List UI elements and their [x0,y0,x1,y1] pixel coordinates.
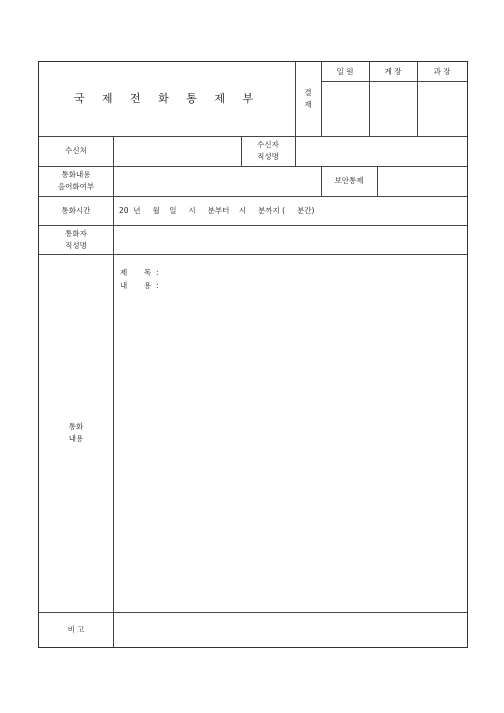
content-field[interactable] [113,254,467,612]
grid-line [241,136,242,166]
grid-line [321,166,322,196]
recording-label-1: 통화내용 [61,170,91,179]
grid-line [39,166,467,167]
caller-label-1: 통화자 [65,228,87,238]
approval-sign-chief[interactable] [369,81,417,136]
approval-header-director: 과 장 [433,66,451,76]
remarks-label: 비 고 [67,624,85,634]
approval-header-staff: 일 원 [336,66,354,76]
security-field[interactable] [377,166,467,196]
content-subject: 제 목 : [120,268,159,277]
caller-field[interactable] [113,225,467,254]
content-label [39,254,113,612]
approval-sign-staff[interactable] [321,81,369,136]
receiver-person-label-1: 수신자 [257,140,279,149]
approval-label-bottom: 재 [304,100,312,109]
security-label: 보안통제 [334,176,364,185]
caller-label [39,225,113,254]
grid-line [369,62,370,136]
grid-line [39,225,467,226]
grid-line [295,136,296,166]
call-control-form [38,61,468,648]
receiver-person-label [241,136,295,166]
approval-label-top: 결 [304,88,312,97]
remarks-field[interactable] [113,612,467,647]
grid-line [321,81,467,82]
grid-line [39,136,467,137]
grid-line [377,166,378,196]
caller-label-2: 직성명 [65,240,87,250]
grid-line [417,62,418,136]
recording-label [39,166,113,196]
grid-line [39,612,467,613]
call-time-label: 통화시간 [61,205,91,215]
recording-field[interactable] [113,166,321,196]
call-time-field[interactable]: 20 년 월 일 시 분부터 시 분까지 ( 분간) [119,205,315,215]
receiver-person-field[interactable] [295,136,467,166]
receiver-person-label-2: 직성명 [257,152,279,161]
grid-line [39,254,467,255]
approval-sign-director[interactable] [417,81,467,136]
form-title: 국 제 전 화 통 제 부 [73,92,261,105]
approval-label [295,62,321,136]
grid-line [113,136,114,647]
recording-label-2: 음어화여부 [57,182,95,191]
receiver-field[interactable] [113,136,241,166]
approval-header-chief: 계 장 [384,66,402,76]
grid-line [39,196,467,197]
content-body: 내 용 : [120,281,159,290]
receiver-label: 수신처 [65,146,87,155]
content-label-2: 내용 [68,434,84,443]
content-label-1: 통화 [68,422,84,431]
grid-line [321,62,322,136]
grid-line [295,62,296,136]
